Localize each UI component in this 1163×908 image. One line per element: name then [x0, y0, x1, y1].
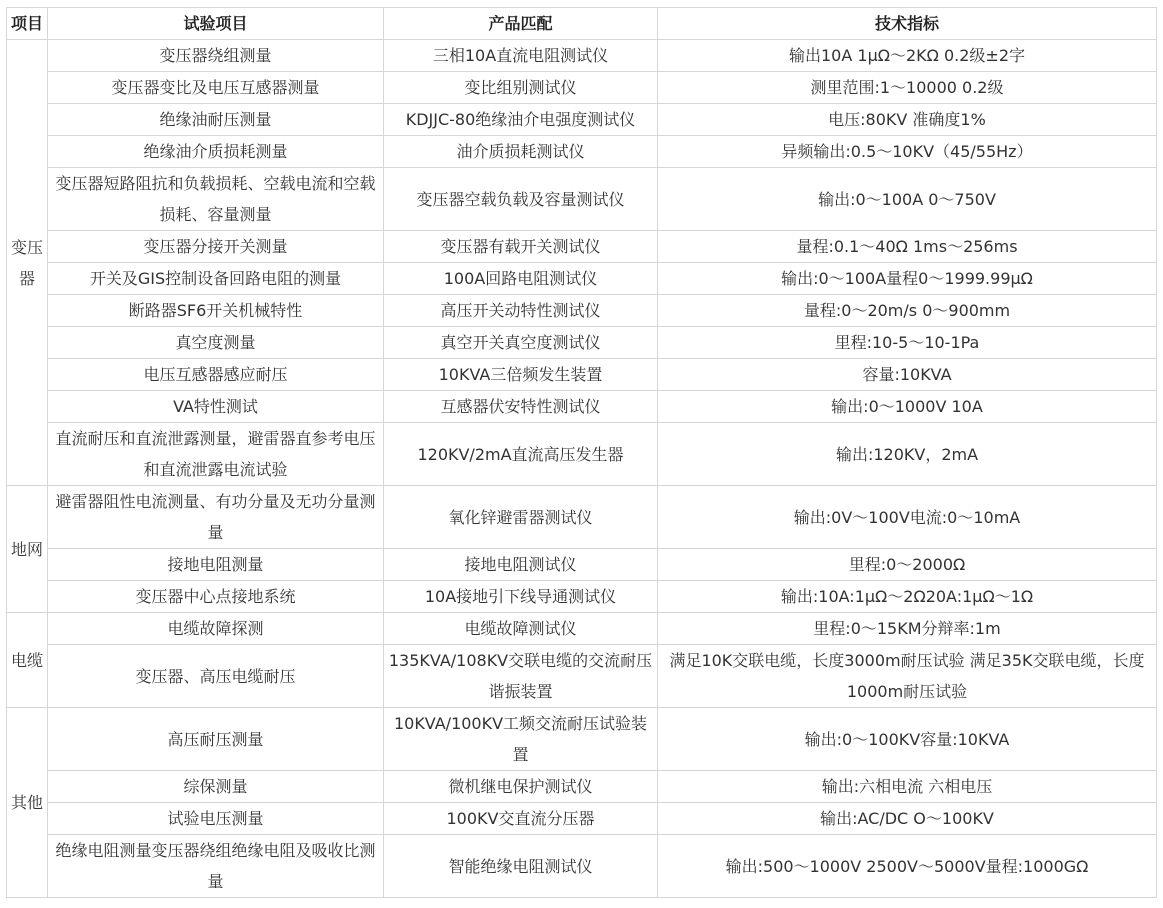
table-row — [7, 104, 1157, 136]
spec-cell: 输出:AC/DC O～100KV — [658, 803, 1157, 835]
table-row — [7, 771, 1157, 803]
item-cell: 开关及GIS控制设备回路电阻的测量 — [48, 263, 384, 295]
header-item: 试验项目 — [48, 8, 384, 40]
table-row — [7, 835, 1157, 898]
equipment-table — [6, 7, 1157, 898]
product-cell: 100KV交直流分压器 — [384, 803, 658, 835]
product-cell: 互感器伏安特性测试仪 — [384, 391, 658, 423]
item-cell: 高压耐压测量 — [48, 708, 384, 771]
product-cell: 氧化锌避雷器测试仪 — [384, 486, 658, 549]
table-row — [7, 231, 1157, 263]
header-product: 产品匹配 — [384, 8, 658, 40]
item-cell: 真空度测量 — [48, 327, 384, 359]
product-cell: 智能绝缘电阻测试仪 — [384, 835, 658, 898]
table-row — [7, 295, 1157, 327]
category-cell: 电缆 — [7, 613, 48, 708]
spec-cell: 输出:120KV，2mA — [658, 423, 1157, 486]
spec-cell: 量程:0.1～40Ω 1ms～256ms — [658, 231, 1157, 263]
item-cell: 绝缘油耐压测量 — [48, 104, 384, 136]
item-cell: 电压互感器感应耐压 — [48, 359, 384, 391]
table-row — [7, 803, 1157, 835]
spec-cell: 输出:0～1000V 10A — [658, 391, 1157, 423]
item-cell: 避雷器阻性电流测量、有功分量及无功分量测量 — [48, 486, 384, 549]
spec-cell: 里程:0～15KM分辩率:1m — [658, 613, 1157, 645]
product-cell: 高压开关动特性测试仪 — [384, 295, 658, 327]
category-cell: 变压器 — [7, 40, 48, 486]
header-category: 项目 — [7, 8, 48, 40]
header-spec: 技术指标 — [658, 8, 1157, 40]
item-cell: 断路器SF6开关机械特性 — [48, 295, 384, 327]
spec-cell: 输出:六相电流 六相电压 — [658, 771, 1157, 803]
spec-cell: 里程:10-5～10-1Pa — [658, 327, 1157, 359]
product-cell: 变比组别测试仪 — [384, 72, 658, 104]
item-cell: 接地电阻测量 — [48, 549, 384, 581]
product-cell: 真空开关真空度测试仪 — [384, 327, 658, 359]
item-cell: 变压器短路阻抗和负载损耗、空载电流和空载损耗、容量测量 — [48, 168, 384, 231]
spec-cell: 输出:500～1000V 2500V～5000V量程:1000GΩ — [658, 835, 1157, 898]
category-cell: 地网 — [7, 486, 48, 613]
product-cell: 油介质损耗测试仪 — [384, 136, 658, 168]
table-row — [7, 613, 1157, 645]
table-row — [7, 423, 1157, 486]
spec-cell: 输出:0～100A 0～750V — [658, 168, 1157, 231]
table-row — [7, 645, 1157, 708]
product-cell: 变压器有载开关测试仪 — [384, 231, 658, 263]
spec-cell: 容量:10KVA — [658, 359, 1157, 391]
item-cell: 试验电压测量 — [48, 803, 384, 835]
table-row — [7, 549, 1157, 581]
item-cell: 变压器绕组测量 — [48, 40, 384, 72]
item-cell: 变压器中心点接地系统 — [48, 581, 384, 613]
item-cell: 直流耐压和直流泄露测量，避雷器直参考电压和直流泄露电流试验 — [48, 423, 384, 486]
spec-cell: 异频输出:0.5～10KV（45/55Hz） — [658, 136, 1157, 168]
table-row — [7, 708, 1157, 771]
product-cell: 135KVA/108KV交联电缆的交流耐压谐振装置 — [384, 645, 658, 708]
item-cell: VA特性测试 — [48, 391, 384, 423]
header-row — [7, 8, 1157, 40]
table-row — [7, 136, 1157, 168]
spec-cell: 测里范围:1～10000 0.2级 — [658, 72, 1157, 104]
spec-cell: 满足10K交联电缆，长度3000m耐压试验 满足35K交联电缆，长度1000m耐压试验 — [658, 645, 1157, 708]
product-cell: 变压器空载负载及容量测试仪 — [384, 168, 658, 231]
table-row — [7, 581, 1157, 613]
table-row — [7, 327, 1157, 359]
product-cell: 120KV/2mA直流高压发生器 — [384, 423, 658, 486]
item-cell: 电缆故障探测 — [48, 613, 384, 645]
table-row — [7, 263, 1157, 295]
spec-cell: 电压:80KV 准确度1% — [658, 104, 1157, 136]
product-cell: 电缆故障测试仪 — [384, 613, 658, 645]
item-cell: 变压器分接开关测量 — [48, 231, 384, 263]
table-row — [7, 391, 1157, 423]
spec-cell: 输出:0～100KV容量:10KVA — [658, 708, 1157, 771]
spec-cell: 量程:0～20m/s 0～900mm — [658, 295, 1157, 327]
product-cell: 10KVA三倍频发生装置 — [384, 359, 658, 391]
product-cell: KDJJC-80绝缘油介电强度测试仪 — [384, 104, 658, 136]
table-row — [7, 486, 1157, 549]
spec-cell: 里程:0～2000Ω — [658, 549, 1157, 581]
product-cell: 接地电阻测试仪 — [384, 549, 658, 581]
table-row — [7, 40, 1157, 72]
item-cell: 绝缘电阻测量变压器绕组绝缘电阻及吸收比测量 — [48, 835, 384, 898]
product-cell: 10A接地引下线导通测试仪 — [384, 581, 658, 613]
spec-cell: 输出10A 1μΩ～2KΩ 0.2级±2字 — [658, 40, 1157, 72]
product-cell: 微机继电保护测试仪 — [384, 771, 658, 803]
table-row — [7, 72, 1157, 104]
item-cell: 变压器变比及电压互感器测量 — [48, 72, 384, 104]
item-cell: 综保测量 — [48, 771, 384, 803]
product-cell: 三相10A直流电阻测试仪 — [384, 40, 658, 72]
product-cell: 100A回路电阻测试仪 — [384, 263, 658, 295]
table-row — [7, 168, 1157, 231]
spec-cell: 输出:10A:1μΩ～2Ω20A:1μΩ～1Ω — [658, 581, 1157, 613]
item-cell: 变压器、高压电缆耐压 — [48, 645, 384, 708]
category-cell: 其他 — [7, 708, 48, 898]
product-cell: 10KVA/100KV工频交流耐压试验装置 — [384, 708, 658, 771]
item-cell: 绝缘油介质损耗测量 — [48, 136, 384, 168]
table-row — [7, 359, 1157, 391]
table-body — [7, 40, 1157, 898]
spec-cell: 输出:0～100A量程0～1999.99μΩ — [658, 263, 1157, 295]
spec-cell: 输出:0V～100V电流:0～10mA — [658, 486, 1157, 549]
